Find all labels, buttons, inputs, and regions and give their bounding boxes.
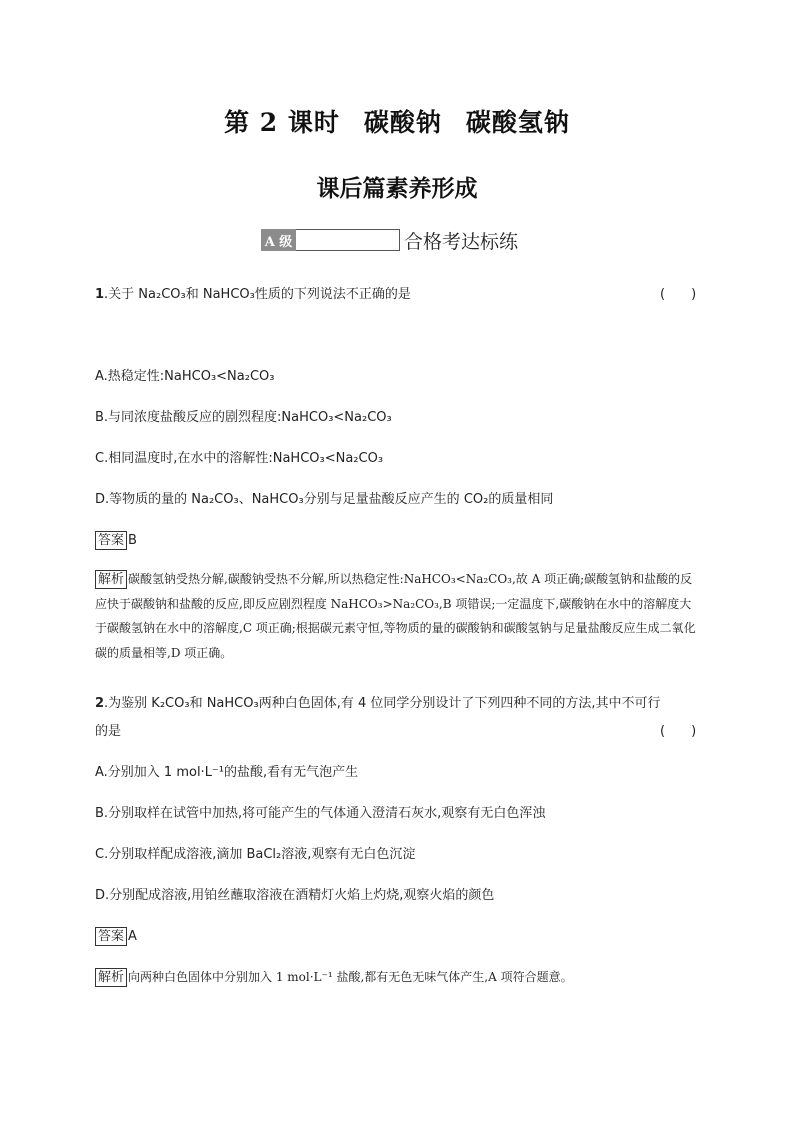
section-subtitle: 课后篇素养形成 — [316, 175, 478, 202]
question-text: .关于 Na₂CO₃和 NaHCO₃性质的下列说法不正确的是 — [104, 287, 411, 302]
option-d: D.等物质的量的 Na₂CO₃、NaHCO₃分别与足量盐酸反应产生的 CO₂的质量相同 — [95, 492, 554, 507]
option-c: C.相同温度时,在水中的溶解性:NaHCO₃<Na₂CO₃ — [95, 451, 384, 466]
lesson-topic-2: 碳酸氢钠 — [465, 108, 570, 137]
explanation-text: 向两种白色固体中分别加入 1 mol·L⁻¹ 盐酸,都有无色无味气体产生,A 项符合题意。 — [128, 970, 573, 984]
option-a: A.分别加入 1 mol·L⁻¹的盐酸,看有无气泡产生 — [95, 765, 359, 780]
level-header — [261, 227, 518, 253]
explanation-text: 碳酸氢钠受热分解,碳酸钠受热不分解,所以热稳定性:NaHCO₃<Na₂CO₃,故 A 项正确;碳酸氢钠和盐酸的反应快于碳酸钠和盐酸的反应,即反应剧烈程度 NaHCO₃>Na₂CO₃,B 项错误;一定温度下,碳酸钠在水中的溶解度大于碳酸氢钠在水中的溶解度,C 项正确;根据碳元素守恒,等物质的量的碳酸钠和碳酸氢钠与足量盐酸反应生成二氧化碳的质量相等,D 项正确。 — [95, 572, 696, 660]
question-1-stem — [95, 284, 411, 306]
level-title: 合格考达标练 — [404, 230, 519, 253]
explanation-block — [95, 965, 701, 990]
lesson-topic-1: 碳酸钠 — [363, 108, 442, 137]
option-d: D.分别配成溶液,用铂丝蘸取溶液在酒精灯火焰上灼烧,观察火焰的颜色 — [95, 888, 495, 903]
answer-value: A — [128, 929, 137, 944]
answer-line — [95, 530, 137, 552]
answer-tag: 答案 — [95, 927, 127, 946]
option-a: A.热稳定性:NaHCO₃<Na₂CO₃ — [95, 369, 275, 384]
option-b: B.分别取样在试管中加热,将可能产生的气体通入澄清石灰水,观察有无白色浑浊 — [95, 806, 546, 821]
answer-blank: ( ) — [660, 724, 697, 739]
lesson-title — [0, 103, 794, 139]
answer-value: B — [128, 533, 137, 548]
explanation-tag: 解析 — [95, 570, 127, 589]
answer-blank: ( ) — [660, 287, 697, 302]
level-underline — [296, 229, 400, 251]
explanation-tag: 解析 — [95, 968, 127, 987]
level-badge: A 级 — [261, 229, 296, 251]
option-c: C.分别取样配成溶液,滴加 BaCl₂溶液,观察有无白色沉淀 — [95, 847, 416, 862]
explanation-block — [95, 567, 701, 665]
option-b: B.与同浓度盐酸反应的剧烈程度:NaHCO₃<Na₂CO₃ — [95, 410, 392, 425]
question-number: 2 — [95, 696, 105, 711]
question-2-stem — [95, 693, 661, 715]
question-number: 1 — [95, 287, 105, 302]
question-2-stem-cont: 的是 — [95, 724, 122, 739]
question-text-line1: .为鉴别 K₂CO₃和 NaHCO₃两种白色固体,有 4 位同学分别设计了下列四种不同的方法,其中不可行 — [104, 696, 661, 711]
answer-tag: 答案 — [95, 531, 127, 550]
lesson-number: 第 2 课时 — [224, 108, 340, 137]
answer-line — [95, 926, 137, 948]
